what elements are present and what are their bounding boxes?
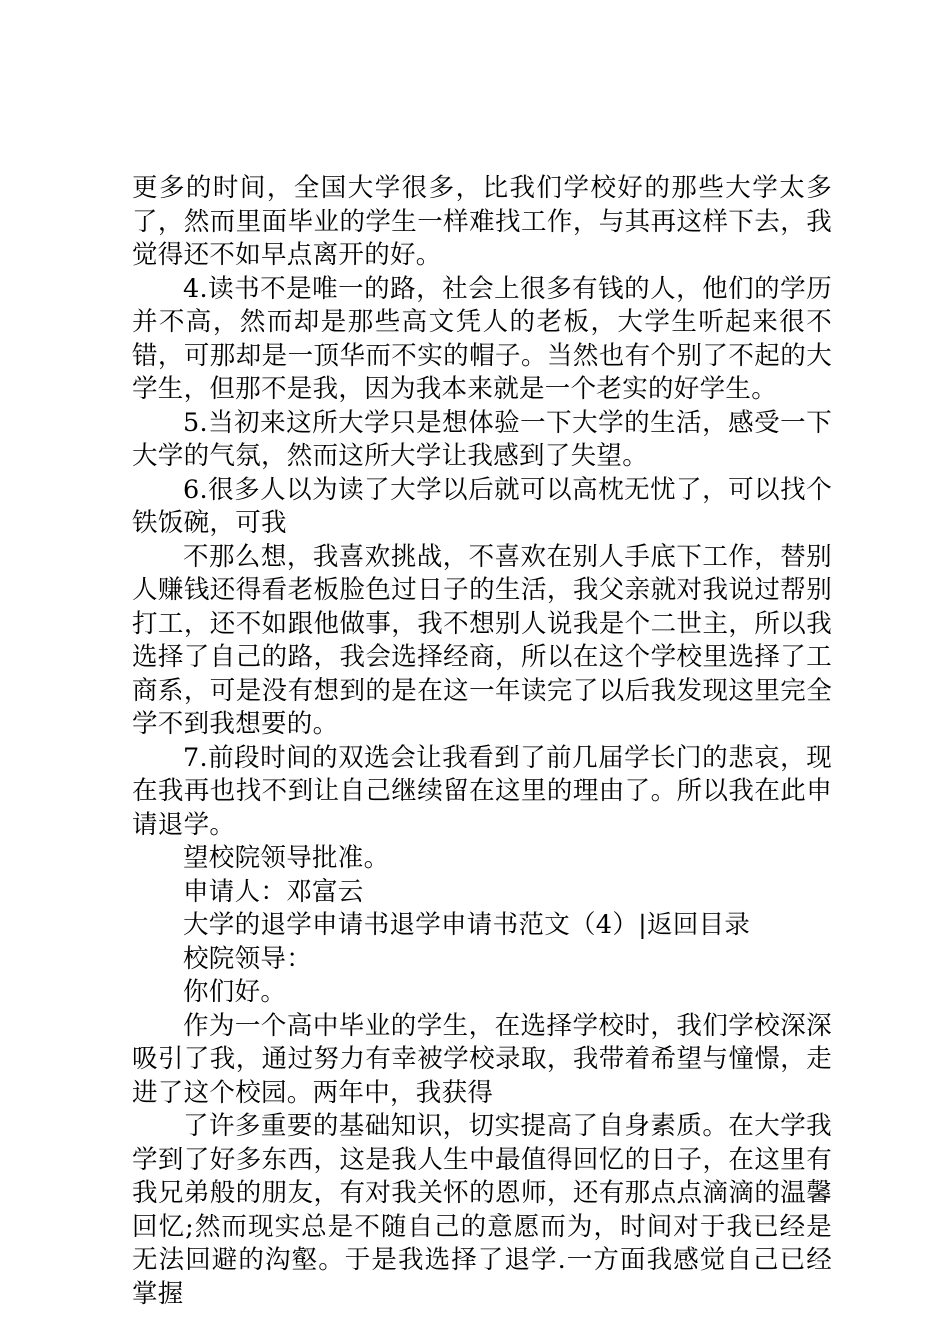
paragraph-12: 作为一个高中毕业的学生，在选择学校时，我们学校深深吸引了我，通过努力有幸被学校录取，我带着希望与憧憬，走进了这个校园。两年中，我获得 (132, 1010, 832, 1108)
salutation: 校院领导： (183, 943, 313, 974)
section-heading: 大学的退学申请书退学申请书范文（4）|返回目录 (183, 910, 751, 940)
paragraph-13: 了许多重要的基础知识，切实提高了自身素质。在大学我学到了好多东西，这是我人生中最值得回忆的日子，在这里有我兄弟般的朋友，有对我关怀的恩师，还有那点点滴滴的温馨回忆;然而现实总是不随自己的意愿而为，时间对于我已经是无法回避的沟壑。于是我选择了退学.一方面我感觉自己已经掌握 (132, 1111, 832, 1309)
approval-line: 望校院领导批准。 (183, 843, 390, 873)
applicant-line: 申请人：邓富云 (183, 876, 364, 907)
paragraph-3: 5.当初来这所大学只是想体验一下大学的生活，感受一下大学的气氛，然而这所大学让我感到了失望。 (132, 407, 832, 471)
paragraph-4: 6.很多人以为读了大学以后就可以高枕无忧了，可以找个铁饭碗，可我 (132, 474, 832, 538)
paragraph-2: 4.读书不是唯一的路，社会上很多有钱的人，他们的学历并不高，然而却是那些高文凭人的老板，大学生听起来很不错，可那却是一顶华而不实的帽子。当然也有个别了不起的大学生，但那不是我，因为我本来就是一个老实的好学生。 (132, 273, 832, 404)
greeting: 你们好。 (183, 977, 287, 1007)
document-body (132, 172, 832, 1311)
paragraph-6: 7.前段时间的双选会让我看到了前几届学长门的悲哀，现在我再也找不到让自己继续留在这里的理由了。所以我在此申请退学。 (132, 742, 832, 840)
paragraph-5: 不那么想，我喜欢挑战，不喜欢在别人手底下工作，替别人赚钱还得看老板脸色过日子的生活，我父亲就对我说过帮别打工，还不如跟他做事，我不想别人说我是个二世主，所以我选择了自己的路，我会选择经商，所以在这个学校里选择了工商系，可是没有想到的是在这一年读完了以后我发现这里完全学不到我想要的。 (132, 541, 832, 739)
paragraph-1: 更多的时间，全国大学很多，比我们学校好的那些大学太多了，然而里面毕业的学生一样难找工作，与其再这样下去，我觉得还不如早点离开的好。 (132, 173, 832, 270)
